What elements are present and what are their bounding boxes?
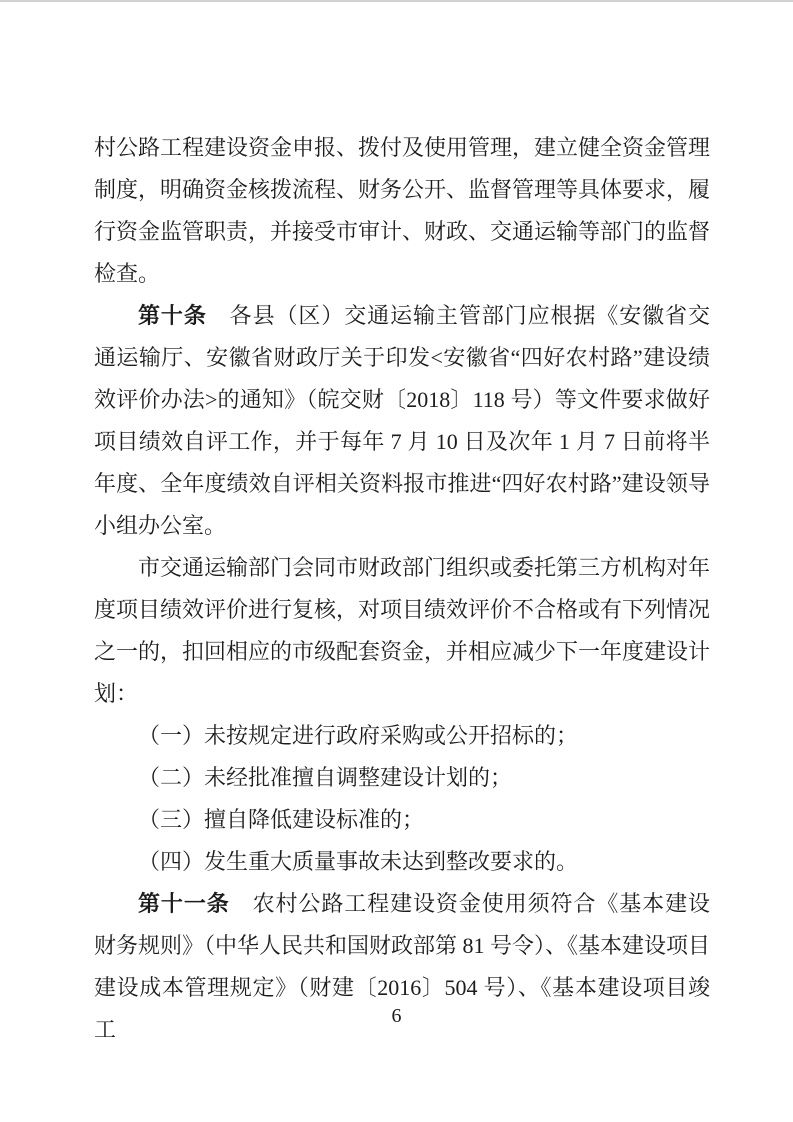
paragraph-text: 村公路工程建设资金申报、拨付及使用管理，建立健全资金管理制度，明确资金核拨流程、财务公开、监督管理等具体要求，履行资金监管职责，并接受市审计、财政、交通运输等部门的监督检查。 [94, 135, 711, 286]
paragraph-text: 市交通运输部门会同市财政部门组织或委托第三方机构对年度项目绩效评价进行复核，对项目绩效评价不合格或有下列情况之一的，扣回相应的市级配套资金，并相应减少下一年度建设计划： [94, 555, 711, 706]
page-number: 6 [391, 1005, 402, 1027]
list-item-4 [94, 841, 710, 883]
paragraph-text: 各县（区）交通运输主管部门应根据《安徽省交通运输厅、安徽省财政厅关于印发<安徽省“四好农村路”建设绩效评价办法>的通知》（皖交财〔2018〕118 号）等文件要求做好项目绩效自评工作，并于每年 7 月 10 日及次年 1 月 7 日前将半年度、全年度绩效自评相关资料报市推进“四好农村路”建设领导小组办公室。 [94, 303, 710, 538]
paragraph-text: （三）擅自降低建设标准的； [138, 807, 425, 832]
document-body [94, 127, 710, 1051]
page-top-edge [0, 0, 793, 2]
paragraph-article-10 [94, 295, 710, 547]
paragraph-text: 农村公路工程建设资金使用须符合《基本建设财务规则》（中华人民共和国财政部第 81 号令）、《基本建设项目建设成本管理规定》（财建〔2016〕504 号）、《基本建设项目竣工 [94, 891, 711, 1042]
paragraph-text: （一）未按规定进行政府采购或公开招标的； [138, 723, 579, 748]
list-item-2 [94, 757, 710, 799]
list-item-3 [94, 799, 710, 841]
article-label: 第十条 [138, 303, 207, 328]
paragraph-text: （四）发生重大质量事故未达到整改要求的。 [138, 849, 579, 874]
article-label: 第十一条 [138, 891, 230, 916]
paragraph [94, 127, 710, 295]
paragraph-text: （二）未经批准擅自调整建设计划的； [138, 765, 513, 790]
list-item-1 [94, 715, 710, 757]
paragraph [94, 547, 710, 715]
